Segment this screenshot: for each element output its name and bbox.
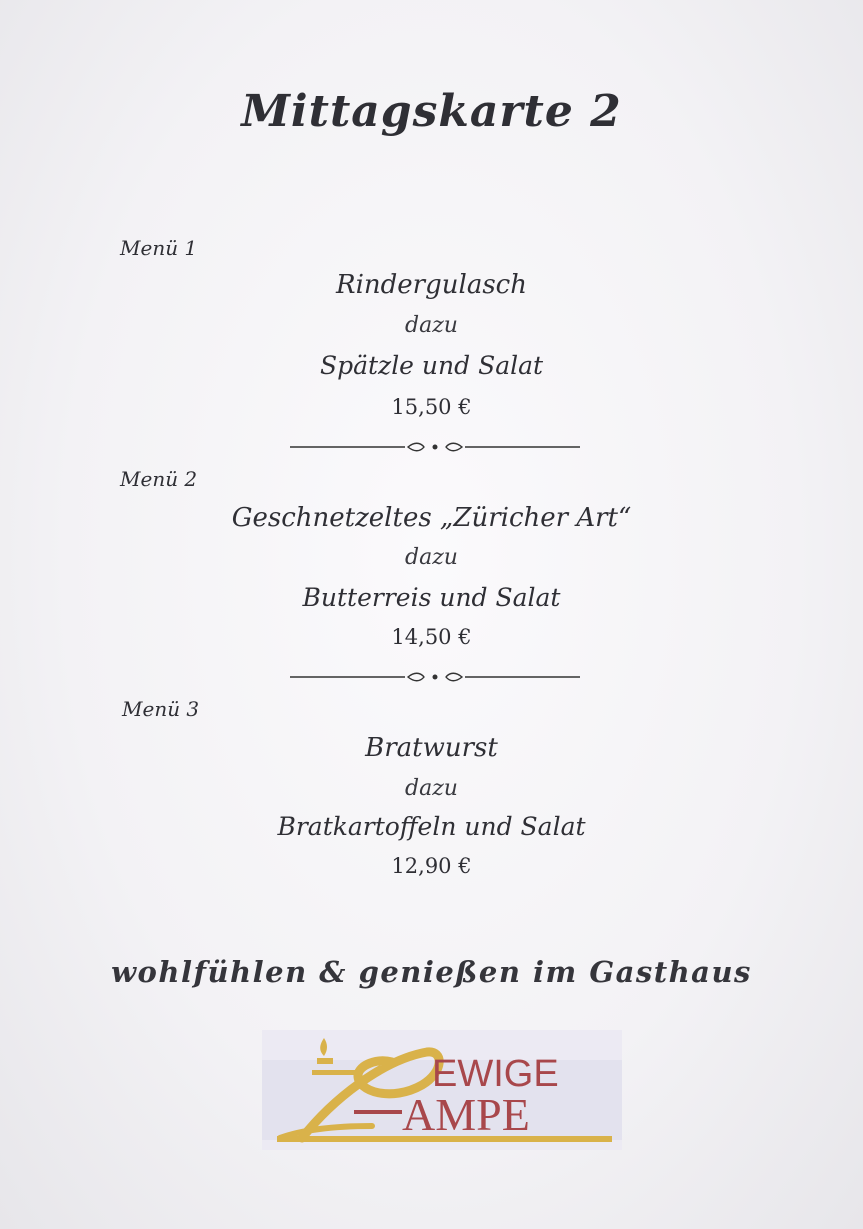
menu-3-label: Menü 3 xyxy=(122,697,200,721)
menu-1-side: Spätzle und Salat xyxy=(319,351,544,380)
menu-2-dish: Geschnetzeltes „Züricher Art“ xyxy=(231,503,632,533)
menu-1-dish: Rindergulasch xyxy=(336,270,527,300)
menu-2-label: Menü 2 xyxy=(120,467,198,491)
menu-2-connector: dazu xyxy=(405,545,458,570)
menu-3-connector: dazu xyxy=(405,776,458,801)
menu-2-side: Butterreis und Salat xyxy=(302,583,561,612)
logo-text-line1: EWIGE xyxy=(432,1053,559,1095)
ewige-lampe-logo xyxy=(262,1030,622,1150)
slogan: wohlfühlen & genießen im Gasthaus xyxy=(111,955,752,989)
menu-3-side: Bratkartoffeln und Salat xyxy=(277,812,586,841)
menu-3-price: 12,90 € xyxy=(391,854,472,878)
menu-1-connector: dazu xyxy=(405,313,458,338)
ornament-divider-1 xyxy=(290,441,580,453)
ornament-divider-2 xyxy=(290,671,580,683)
page-title: Mittagskarte 2 xyxy=(241,86,622,137)
menu-3-dish: Bratwurst xyxy=(365,733,498,763)
menu-1-price: 15,50 € xyxy=(391,395,472,419)
menu-2-price: 14,50 € xyxy=(391,625,472,649)
menu-1-label: Menü 1 xyxy=(120,236,198,260)
logo-text-line2: AMPE xyxy=(402,1089,530,1140)
